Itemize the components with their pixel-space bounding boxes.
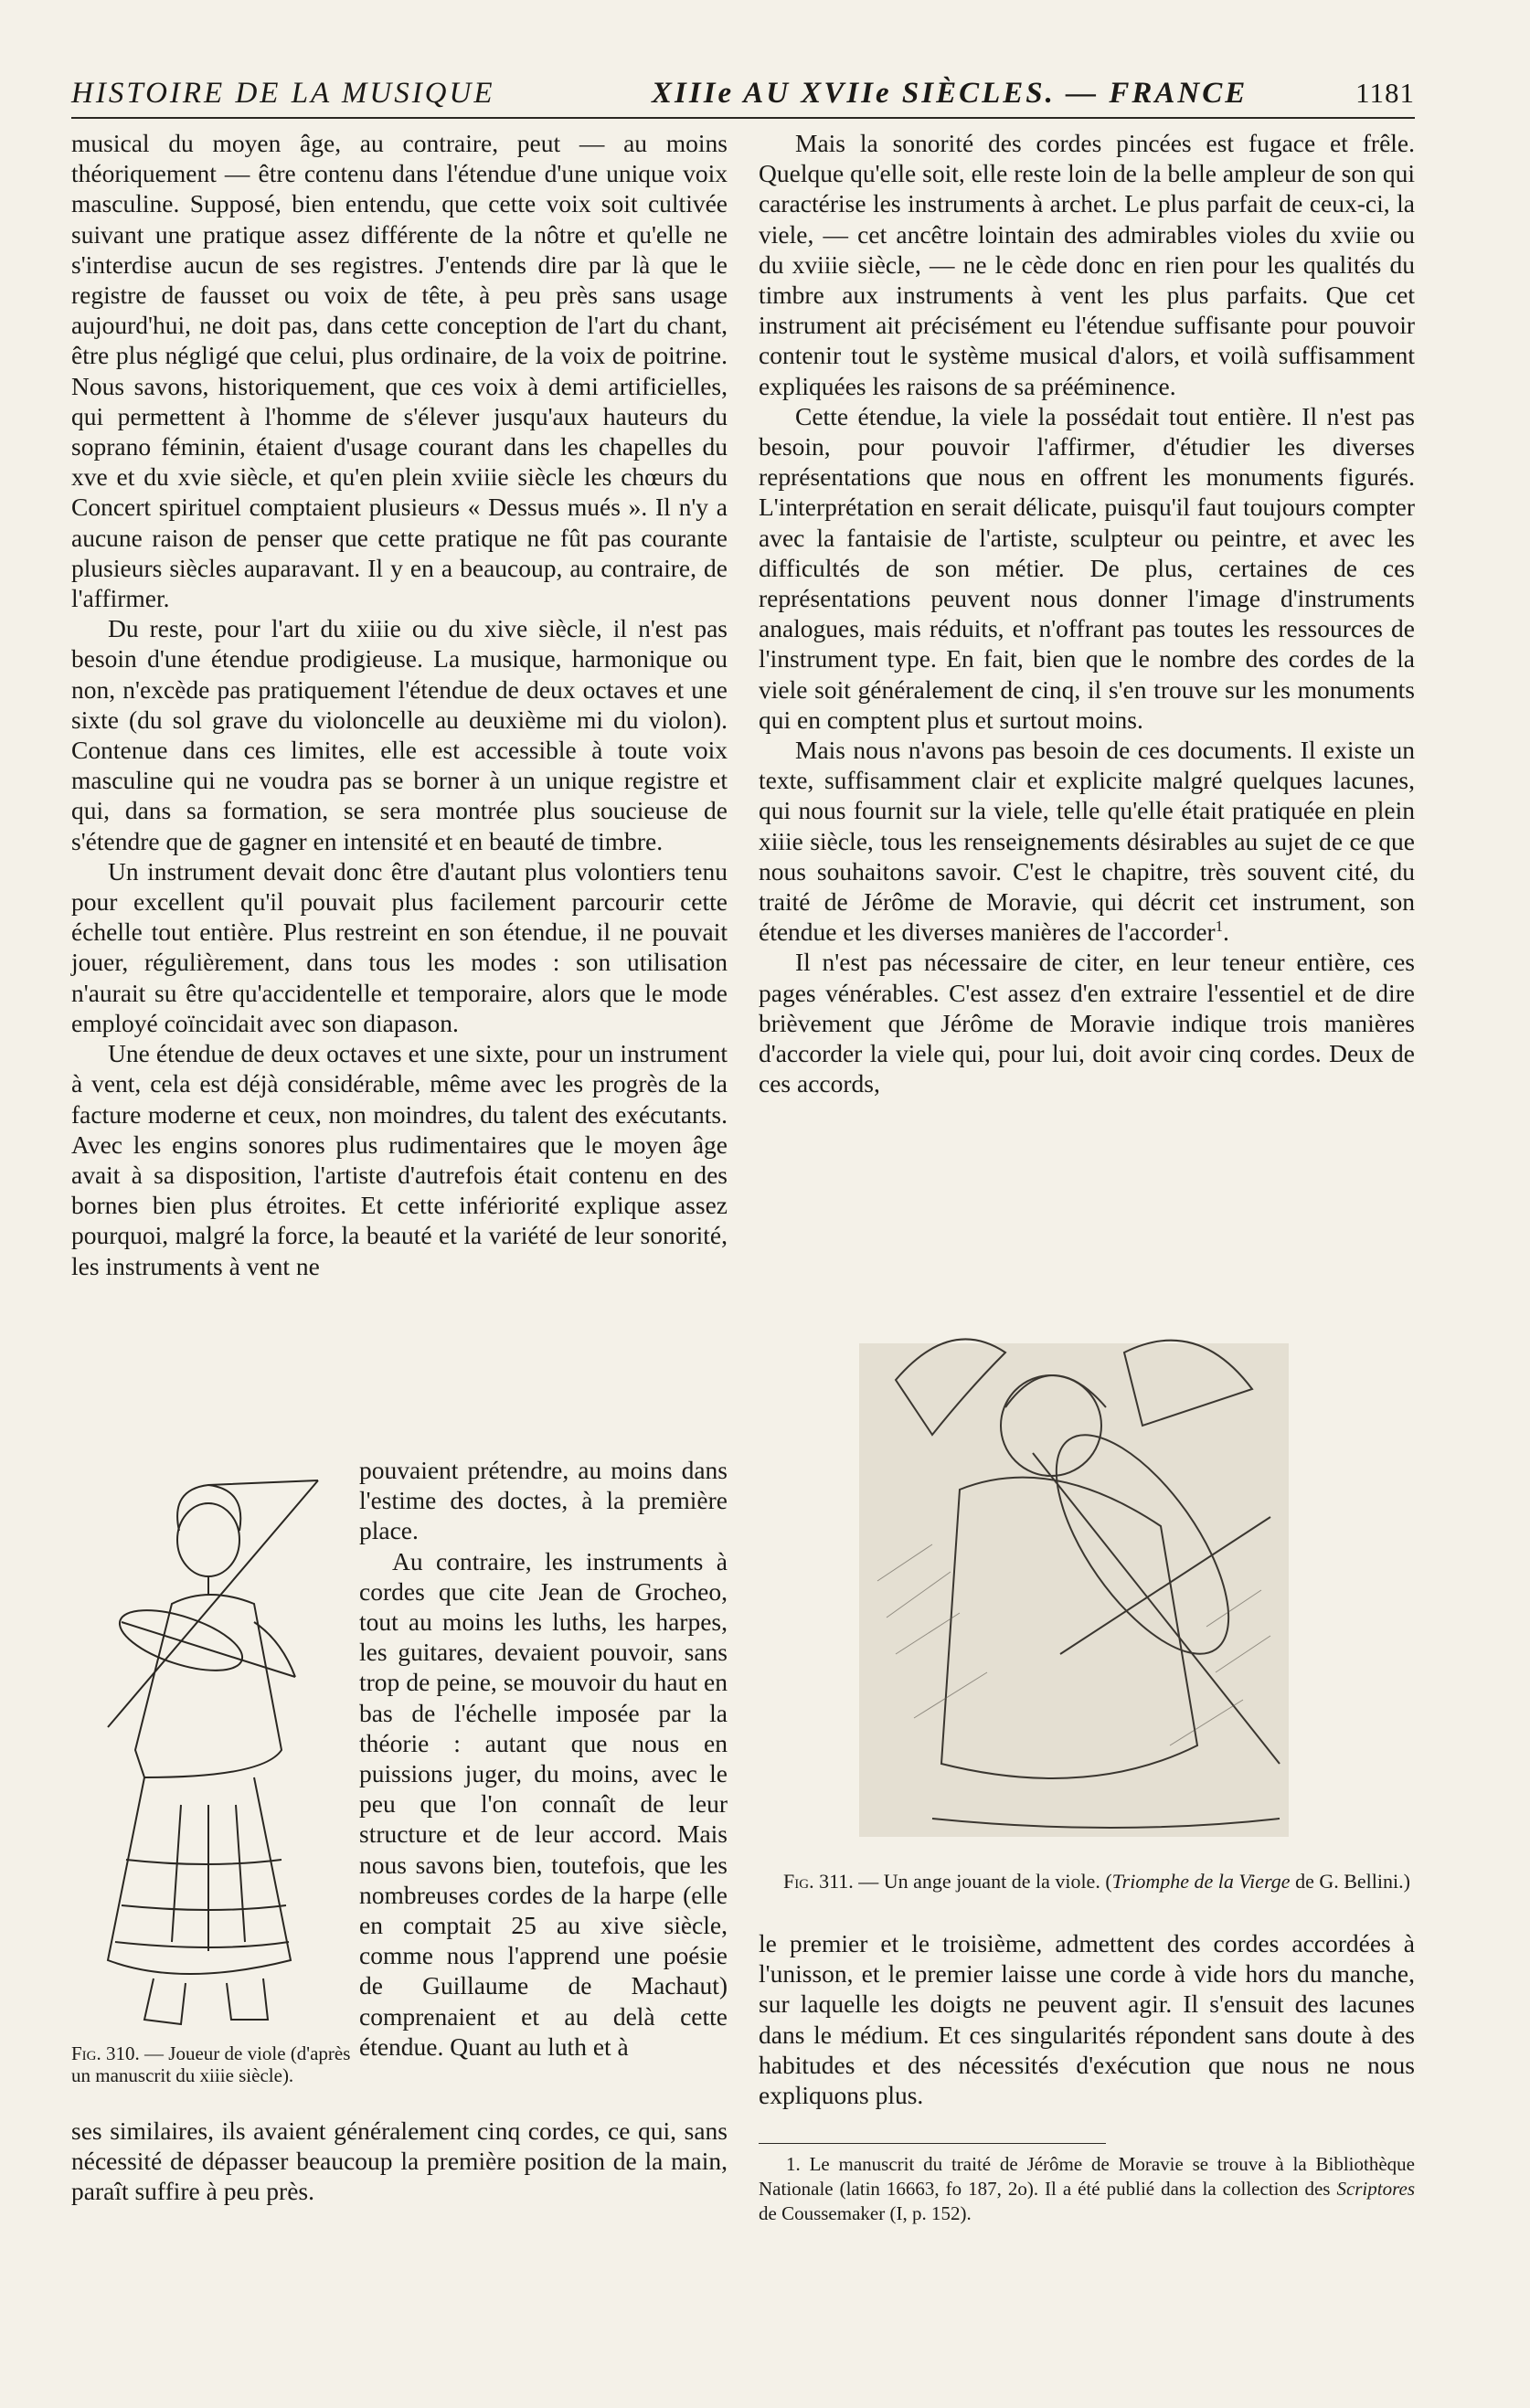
footnote-rule	[759, 2143, 1106, 2144]
paragraph: Il n'est pas nécessaire de citer, en leur teneur entière, ces pages vénérables. C'est assez d'en extraire l'essentiel et de dire brièvement que Jérôme de Moravie indique trois manières d'accorder la viele qui, pour lui, doit avoir cinq cordes. Deux de ces accords,	[759, 948, 1415, 1098]
paragraph: ses similaires, ils avaient généralement cinq cordes, ce qui, sans nécessité de dépasser beaucoup la première position de la main, paraît suffire à peu près.	[71, 2116, 728, 2206]
figure-310-viol-player	[71, 1476, 355, 2033]
footnote-ref: 1	[1215, 918, 1223, 936]
footnote-number: 1.	[786, 2153, 801, 2175]
left-column-end	[71, 2116, 728, 2207]
paragraph: Une étendue de deux octaves et une sixte, pour un instrument à vent, cela est déjà considérable, même avec les progrès de la facture moderne et ceux, non moindres, du talent des exécutants. Avec les engins sonores plus rudimentaires que le moyen âge avait à sa disposition, l'artiste d'autrefois était contenu en des bornes bien plus étroites. Et cette infériorité explique assez pourquoi, malgré la force, la beauté et la variété de leur sonorité, les instruments à vent ne	[71, 1039, 728, 1280]
page-number: 1181	[1355, 77, 1415, 109]
figure-label: Fig. 311.	[783, 1870, 854, 1893]
viol-player-illustration	[71, 1476, 355, 2033]
footnote-text-end: de Coussemaker (I, p. 152).	[759, 2202, 972, 2224]
header-section-title: XIIIe AU XVIIe SIÈCLES. — FRANCE	[652, 77, 1248, 110]
paragraph: pouvaient prétendre, au moins dans l'estime des doctes, à la première place.	[359, 1456, 728, 1545]
header-book-title: HISTOIRE DE LA MUSIQUE	[71, 77, 495, 110]
figure-310-caption	[71, 2042, 364, 2086]
wrapped-text-column	[359, 1455, 728, 2062]
caption-text-end: de G. Bellini.)	[1290, 1870, 1410, 1893]
right-column-continued	[759, 1928, 1415, 2110]
paragraph: Cette étendue, la viele la possédait tout entière. Il n'est pas besoin, pour pouvoir l'affirmer, d'étudier les diverses représentations que nous en offrent les monuments figurés. L'interprétation en serait délicate, puisqu'il faut toujours compter avec la fantaisie de l'artiste, sculpteur ou peintre, et avec les difficultés de son métier. De plus, certaines de ces représentations peuvent nous donner l'image d'instruments analogues, mais réduits, et n'offrant pas toutes les ressources de l'instrument type. En fait, bien que le nombre des cordes de la viele soit généralement de cinq, il s'en trouve sur les monuments qui en comptent plus et surtout moins.	[759, 401, 1415, 734]
figure-311-caption	[781, 1869, 1412, 1894]
paragraph	[759, 735, 1415, 947]
caption-work-title: Triomphe de la Vierge	[1111, 1870, 1291, 1893]
paragraph: Au contraire, les instruments à cordes que cite Jean de Grocheo, tout au moins les luths, les harpes, les guitares, devaient pouvoir, sans trop de peine, se mouvoir du haut en bas de l'échelle imposée par la théorie : autant que nous en puissions juger, du moins, avec le peu que l'on connaît de leur structure et de leur accord. Mais nous savons bien, toutefois, que les nombreuses cordes de la harpe (elle en comptait 25 au xive siècle, comme nous l'apprend une poésie de Guillaume de Machaut) comprenaient et au delà cette étendue. Quant au luth et à	[359, 1546, 728, 2061]
paragraph-text-end: .	[1222, 918, 1229, 947]
footnote	[759, 2152, 1415, 2226]
figure-label: Fig. 310.	[71, 2042, 140, 2064]
paragraph-text: Mais nous n'avons pas besoin de ces documents. Il existe un texte, suffisamment clair et explicite malgré quelques lacunes, qui nous fournit sur la viele, telle qu'elle était pratiquée en plein xiiie siècle, tous les renseignements désirables au sujet de ce que nous souhaitons savoir. C'est le chapitre, très souvent cité, du traité de Jérôme de Moravie, qui décrit cet instrument, son étendue et les diverses manières de l'accorder	[759, 736, 1415, 947]
figure-311-angel-playing-viol	[823, 1307, 1334, 1855]
left-column	[71, 128, 728, 1281]
paragraph: musical du moyen âge, au contraire, peut — au moins théoriquement — être contenu dans l'étendue d'une unique voix masculine. Supposé, bien entendu, que cette voix soit cultivée suivant une pratique assez différente de la nôtre et qu'elle ne s'interdise aucun de ses registres. J'entends dire par là que le registre de fausset ou voix de tête, à peu près sans usage aujourd'hui, ne doit pas, dans cette conception de l'art du chant, être plus négligé que celui, plus ordinaire, de la voix de poitrine. Nous savons, historiquement, que ces voix à demi artificielles, qui permettent à l'homme de s'élever jusqu'aux hauteurs du soprano féminin, étaient d'usage courant dans les chapelles du xve et du xvie siècle, et qu'en plein xviiie siècle les chœurs du Concert spirituel comptaient plusieurs « Dessus mués ». Il n'y a aucune raison de penser que cette pratique ne fût pas courante plusieurs siècles auparavant. Il y en a beaucoup, au contraire, de l'affirmer.	[71, 129, 728, 613]
angel-illustration	[823, 1307, 1334, 1855]
paragraph: Un instrument devait donc être d'autant plus volontiers tenu pour excellent qu'il pouvait plus facilement parcourir cette échelle tout entière. Plus restreint en son étendue, il ne pouvait jouer, régulièrement, dans tous les modes : son utilisation n'aurait su être qu'accidentelle et temporaire, alors que le mode employé coïncidait avec son diapason.	[71, 856, 728, 1037]
running-header	[71, 73, 1415, 119]
caption-text: — Un ange jouant de la viole. (	[853, 1870, 1112, 1893]
paragraph: Du reste, pour l'art du xiiie ou du xive siècle, il n'est pas besoin d'une étendue prodigieuse. La musique, harmonique ou non, n'excède pas pratiquement l'étendue de deux octaves et une sixte (du sol grave du violoncelle au deuxième mi du violon). Contenue dans ces limites, elle est accessible à toute voix masculine qui ne voudra pas se borner à un unique registre et qui, dans sa formation, se sera montrée plus soucieuse de s'étendre que de gagner en intensité et en beauté de timbre.	[71, 614, 728, 855]
paragraph: Mais la sonorité des cordes pincées est fugace et frêle. Quelque qu'elle soit, elle reste loin de la belle ampleur de son qui caractérise les instruments à archet. Le plus parfait de ceux-ci, la viele, — cet ancêtre lointain des admirables violes du xviie ou du xviiie siècle, — ne le cède donc en rien pour les qualités du timbre aux instruments à vent les plus parfaits. Que cet instrument ait précisément eu l'étendue suffisante pour pouvoir contenir tout le système musical d'alors, et voilà suffisamment expliquées les raisons de sa prééminence.	[759, 129, 1415, 400]
right-column	[759, 128, 1415, 1099]
caption-text: — Joueur de viole (d'après un manuscrit du xiiie siècle).	[71, 2042, 351, 2086]
footnote-text: Le manuscrit du traité de Jérôme de Moravie se trouve à la Bibliothèque Nationale (latin 16663, fo 187, 2o). Il a été publié dans la collection des	[759, 2153, 1415, 2200]
footnote-italic: Scriptores	[1336, 2178, 1415, 2200]
paragraph: le premier et le troisième, admettent des cordes accordées à l'unisson, et le premier laisse une corde à vide hors du manche, sur laquelle les doigts ne peuvent agir. Il s'ensuit des lacunes dans le médium. Et ces singularités répondent sans doute à des habitudes et des nécessités d'exécution que nous ne nous expliquons plus.	[759, 1929, 1415, 2110]
